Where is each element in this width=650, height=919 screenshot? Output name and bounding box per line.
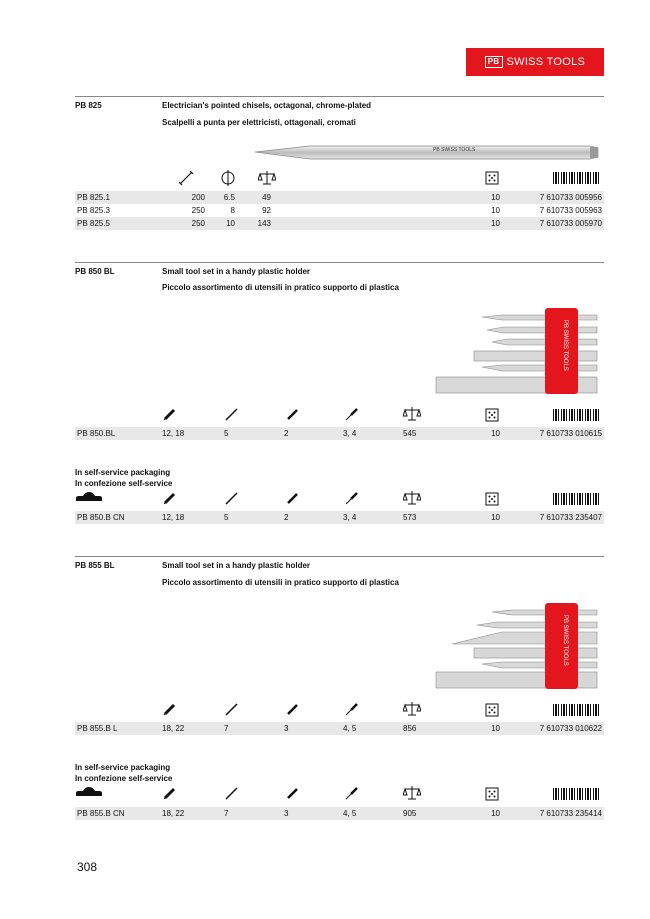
row-punch: 3	[284, 724, 289, 733]
title-english: Small tool set in a handy plastic holder	[162, 267, 311, 276]
row-punch: 2	[284, 513, 289, 522]
row-punch: 3	[284, 809, 289, 818]
row-code: PB 855.B CN	[77, 809, 125, 818]
table-row	[75, 427, 604, 440]
row-size: 10	[226, 219, 235, 228]
row-qty: 10	[491, 809, 500, 818]
holder-brand-label: PB SWISS TOOLS	[562, 615, 568, 666]
chisel-brand-label: PB SWISS TOOLS	[433, 147, 476, 153]
row-pin: 3, 4	[343, 429, 357, 438]
barcode-icon	[553, 704, 601, 716]
weight-scale-icon	[403, 490, 421, 506]
row-weight: 856	[403, 724, 417, 733]
row-pin: 4, 5	[343, 724, 357, 733]
center-punch-icon	[285, 701, 301, 717]
quantity-box-icon	[485, 408, 499, 422]
flat-chisel-icon	[162, 701, 178, 717]
row-size: 6.5	[223, 193, 235, 202]
row-code: PB 825.3	[77, 206, 110, 215]
row-code: PB 850.B CN	[77, 513, 125, 522]
row-ean: 7 610733 010622	[539, 724, 602, 733]
tool-set-holder-image	[432, 600, 607, 695]
selfservice-note-it: In confezione self-service	[75, 479, 173, 488]
row-code: PB 825.5	[77, 219, 110, 228]
row-flat: 12, 18	[162, 513, 185, 522]
table-row	[75, 807, 604, 820]
center-punch-icon	[285, 406, 301, 422]
row-weight: 905	[403, 809, 417, 818]
row-length: 250	[191, 219, 205, 228]
pin-punch-icon	[344, 785, 360, 801]
table-row	[75, 204, 604, 217]
title-english: Electrician's pointed chisels, octagonal, chrome-plated	[162, 101, 372, 110]
pointed-chisel-icon	[224, 785, 240, 801]
title-italian: Piccolo assortimento di utensili in pratico supporto di plastica	[162, 283, 399, 292]
blister-pack-icon	[75, 786, 103, 798]
quantity-box-icon	[485, 787, 499, 801]
tool-set-holder-image	[432, 305, 607, 400]
section-divider	[75, 96, 604, 97]
table-row	[75, 511, 604, 524]
row-weight: 573	[403, 513, 417, 522]
title-italian: Scalpelli a punta per elettricisti, ottagonali, cromati	[162, 118, 356, 127]
row-size: 8	[230, 206, 235, 215]
section-divider	[75, 556, 604, 557]
holder-brand-label: PB SWISS TOOLS	[562, 320, 568, 371]
row-point: 7	[224, 724, 229, 733]
brand-badge: PB	[485, 56, 503, 68]
row-flat: 18, 22	[162, 809, 185, 818]
row-point: 7	[224, 809, 229, 818]
weight-scale-icon	[403, 701, 421, 717]
row-qty: 10	[491, 193, 500, 202]
row-length: 200	[191, 193, 205, 202]
table-row	[75, 722, 604, 735]
pointed-chisel-icon	[224, 406, 240, 422]
row-ean: 7 610733 005970	[539, 219, 602, 228]
row-flat: 12, 18	[162, 429, 185, 438]
row-code: PB 850.BL	[77, 429, 116, 438]
row-code: PB 855.B L	[77, 724, 118, 733]
quantity-box-icon	[485, 171, 499, 185]
selfservice-note-en: In self-service packaging	[75, 763, 171, 772]
quantity-box-icon	[485, 492, 499, 506]
row-pin: 4, 5	[343, 809, 357, 818]
row-point: 5	[224, 429, 229, 438]
section-divider	[75, 262, 604, 263]
table-row	[75, 191, 604, 204]
title-italian: Piccolo assortimento di utensili in pratico supporto di plastica	[162, 578, 399, 587]
pointed-chisel-icon	[224, 490, 240, 506]
row-flat: 18, 22	[162, 724, 185, 733]
title-english: Small tool set in a handy plastic holder	[162, 561, 311, 570]
row-ean: 7 610733 005956	[539, 193, 602, 202]
pin-punch-icon	[344, 490, 360, 506]
brand-name: SWISS TOOLS	[506, 56, 586, 68]
row-length: 250	[191, 206, 205, 215]
row-code: PB 825.1	[77, 193, 110, 202]
barcode-icon	[553, 788, 601, 800]
weight-scale-icon	[403, 785, 421, 801]
blister-pack-icon	[75, 491, 103, 503]
row-punch: 2	[284, 429, 289, 438]
pin-punch-icon	[344, 701, 360, 717]
row-qty: 10	[491, 206, 500, 215]
row-qty: 10	[491, 219, 500, 228]
row-weight: 143	[257, 219, 271, 228]
row-pin: 3, 4	[343, 513, 357, 522]
row-qty: 10	[491, 513, 500, 522]
row-point: 5	[224, 513, 229, 522]
row-weight: 545	[403, 429, 417, 438]
product-code: PB 850 BL	[75, 267, 115, 276]
table-row	[75, 217, 604, 230]
barcode-icon	[553, 409, 601, 421]
diameter-icon	[219, 169, 237, 187]
selfservice-note-it: In confezione self-service	[75, 774, 173, 783]
barcode-icon	[553, 493, 601, 505]
flat-chisel-icon	[162, 406, 178, 422]
pointed-chisel-image	[255, 143, 605, 163]
selfservice-note-en: In self-service packaging	[75, 468, 171, 477]
row-ean: 7 610733 010615	[539, 429, 602, 438]
row-ean: 7 610733 235407	[539, 513, 602, 522]
page-number: 308	[77, 860, 98, 874]
product-code: PB 855 BL	[75, 561, 115, 570]
center-punch-icon	[285, 490, 301, 506]
row-ean: 7 610733 235414	[539, 809, 602, 818]
brand-logo	[466, 48, 604, 76]
row-qty: 10	[491, 429, 500, 438]
pointed-chisel-icon	[224, 701, 240, 717]
flat-chisel-icon	[162, 785, 178, 801]
row-weight: 92	[262, 206, 271, 215]
barcode-icon	[553, 172, 601, 184]
row-ean: 7 610733 005963	[539, 206, 602, 215]
pin-punch-icon	[344, 406, 360, 422]
row-qty: 10	[491, 724, 500, 733]
flat-chisel-icon	[162, 490, 178, 506]
row-weight: 49	[262, 193, 271, 202]
center-punch-icon	[285, 785, 301, 801]
quantity-box-icon	[485, 703, 499, 717]
length-icon	[178, 170, 194, 186]
product-code: PB 825	[75, 101, 102, 110]
weight-scale-icon	[403, 406, 421, 422]
weight-scale-icon	[258, 170, 276, 186]
